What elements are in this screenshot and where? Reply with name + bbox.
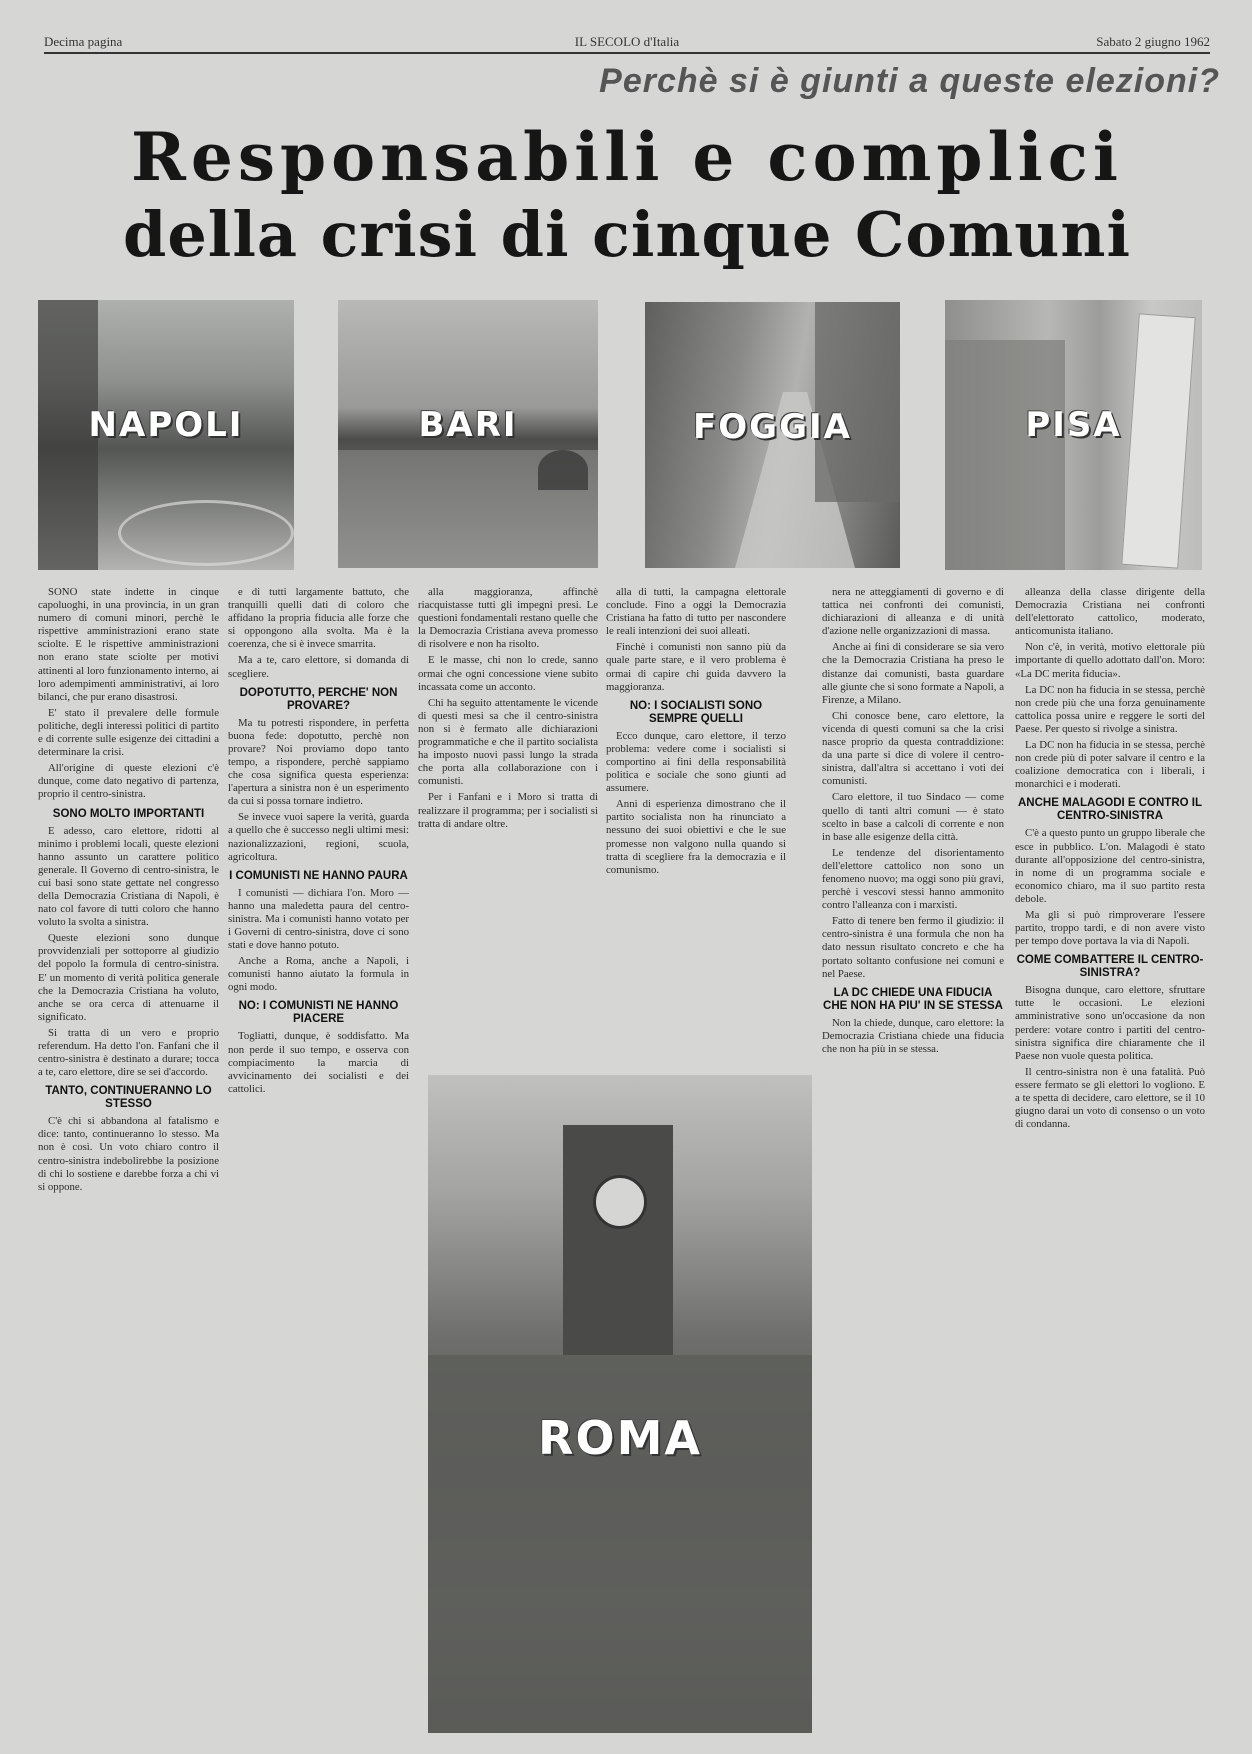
paragraph: Non la chiede, dunque, caro elettore: la Democrazia Cristiana chiede una fiducia che non ha più in se stessa.	[822, 1016, 1004, 1055]
article-column-2	[228, 586, 409, 1736]
subheading: LA DC CHIEDE UNA FIDUCIA CHE NON HA PIU' IN SE STESSA	[823, 986, 1003, 1012]
paragraph: Anni di esperienza dimostrano che il partito socialista non ha rinunciato a nessuno dei suoi obiettivi e che le sue promesse non valgono nulla quando si tratta di scegliere fra la democrazia e il comunismo.	[606, 798, 786, 876]
bell-tower-shape	[563, 1125, 673, 1355]
main-headline-line-1: Responsabili e complici	[131, 118, 1123, 196]
paragraph: Non c'è, in verità, motivo elettorale più importante di quello adottato dall'on. Moro: «La DC merita fiducia».	[1015, 641, 1205, 680]
paragraph: Si tratta di un vero e proprio referendum. Ha detto l'on. Fanfani che il centro-sinistra è destinato a durare; tocca a te, caro elettore, dire se sei d'accordo.	[38, 1026, 219, 1079]
paragraph: E adesso, caro elettore, ridotti al minimo i problemi locali, queste elezioni hanno assunto un carattere politico generale. Il Governo di centro-sinistra, le cui basi sono state gettate nel congresso della Democrazia Cristiana di Napoli, è nato col favore di tutti coloro che hanno voluto la svolta a sinistra.	[38, 824, 219, 929]
photo-caption-napoli: NAPOLI	[88, 405, 244, 445]
article-column-5	[822, 586, 1004, 1736]
subheading: NO: I SOCIALISTI SONO SEMPRE QUELLI	[629, 699, 763, 725]
paragraph: Togliatti, dunque, è soddisfatto. Ma non perde il suo tempo, e osserva con compiacimento la marcia di avvicinamento dei socialisti e dei cattolici.	[228, 1030, 409, 1095]
palm-tree-shape	[538, 450, 588, 490]
paragraph: e di tutti largamente battuto, che tranquilli quelli dati di coloro che affidano la propria fiducia alle forze che si oppongono alla svolta. Ma è la coerenza, che si è invece smarrita.	[228, 586, 409, 651]
photo-caption-roma: ROMA	[538, 1411, 702, 1465]
paragraph: Ma gli si può rimproverare l'essere partito, troppo tardi, e di non avere visto per tempo dove portava la via di Napoli.	[1015, 908, 1205, 948]
paragraph: alla di tutti, la campagna elettorale conclude. Fino a oggi la Democrazia Cristiana ha fatto di tutto per nascondere le reali intenzioni dei suoi alleati.	[606, 586, 786, 638]
photo-bari	[338, 300, 598, 568]
paragraph: All'origine di queste elezioni c'è dunque, come dato negativo di partenza, proprio il centro-sinistra.	[38, 762, 219, 801]
garden-path-shape	[118, 500, 294, 566]
paragraph: Chi ha seguito attentamente le vicende di questi mesi sa che il centro-sinistra non si è fermato alle dichiarazioni programmatiche e che il partito socialista ha imposto nuovi passi lungo la strada che porta alla collaborazione con i comunisti.	[418, 696, 598, 788]
paragraph: Se invece vuoi sapere la verità, guarda a quello che è successo negli ultimi mesi: nazionalizzazioni, regioni, scuola, agricoltura.	[228, 811, 409, 863]
subheading: NO: I COMUNISTI NE HANNO PIACERE	[238, 1000, 399, 1026]
paragraph: Le tendenze del disorientamento dell'elettore cattolico non sono un fenomeno nuovo; ma oggi sono più gravi, perchè i vescovi stessi hanno ammonito contro l'alleanza con i marxisti.	[822, 846, 1004, 912]
paragraph: nera ne atteggiamenti di governo e di tattica nei confronti dei comunisti, dichiarazioni di alleanza e di unità d'azione nelle organizzazioni di massa.	[822, 586, 1004, 638]
paragraph: Per i Fanfani e i Moro si tratta di realizzare il programma; per i socialisti si tratta di andare oltre.	[418, 791, 598, 830]
subheading: SONO MOLTO IMPORTANTI	[52, 807, 205, 820]
top-rule	[44, 52, 1210, 54]
paragraph: Chi conosce bene, caro elettore, la vicenda di questi comuni sa che la crisi nasce proprio da questa contraddizione: da una parte si dice di volere il centro-sinistra, dall'altra si accettano i voti dei comunisti.	[822, 709, 1004, 788]
subheading: COME COMBATTERE IL CENTRO-SINISTRA?	[1016, 954, 1204, 980]
photo-pisa	[945, 300, 1202, 570]
paragraph: Anche ai fini di considerare se sia vero che la Democrazia Cristiana ha preso le distanze dai comunisti, basta guardare alle giunte che si sono formate a Napoli, a Firenze, a Milano.	[822, 641, 1004, 706]
paragraph: E' stato il prevalere delle formule politiche, degli interessi politici di partito e di corrente sulle esigenze dei cittadini a determinare la crisi.	[38, 706, 219, 759]
paragraph: alla maggioranza, affinchè riacquistasse tutti gli impegni presi. Le questioni fondamentali restano quelle che la Democrazia Cristiana aveva promesso di risolvere e non ha risolto.	[418, 586, 598, 651]
paragraph: C'è chi si abbandona al fatalismo e dice: tanto, continueranno lo stesso. Ma non è così. Un voto chiaro contro il centro-sinistra indebolirebbe la posizione di chi lo sostiene e darebbe forza a chi vi si oppone.	[38, 1115, 219, 1193]
paragraph: C'è a questo punto un gruppo liberale che esce in pubblico. L'on. Malagodi è stato durante all'opposizione del centro-sinistra, in nome di un programma sociale e economico chiaro, ma il suo partito resta debole.	[1015, 827, 1205, 905]
photo-roma	[428, 1075, 812, 1733]
article-column-1	[38, 586, 219, 1736]
main-headline-line-2: della crisi di cinque Comuni	[122, 198, 1131, 271]
article-column-6	[1015, 586, 1205, 1736]
subheading: DOPOTUTTO, PERCHE' NON PROVARE?	[239, 686, 398, 712]
paragraph: Ecco dunque, caro elettore, il terzo problema: vedere come i socialisti si comportino ai fini della responsabilità politica e sociale che sono giunti ad assumere.	[606, 729, 786, 795]
article-column-3	[418, 586, 598, 1056]
photo-caption-pisa: PISA	[1025, 405, 1122, 445]
paragraph: Ma tu potresti rispondere, in perfetta buona fede: dopotutto, perchè non provare? Noi proviamo dopo tanto tempo, a rispondere, perchè sappiamo che cosa significa questa esperienza: l'apertura a sinistra non è un esperimento da cui si possa tornare indietro.	[228, 716, 409, 808]
paragraph: Fatto di tenere ben fermo il giudizio: il centro-sinistra è una formula che non ha dato nessun risultato concreto e che ha portato soltanto confusione nei comuni e nel Paese.	[822, 915, 1004, 980]
paragraph: La DC non ha fiducia in se stessa, perchè non crede più di poter salvare il centro e la coalizione democratica con i liberali, i monarchici e i moderati.	[1015, 739, 1205, 791]
building-facade-shape	[815, 302, 900, 502]
paragraph: Il centro-sinistra non è una fatalità. Può essere fermato se gli elettori lo vogliono. E a te spetta di decidere, caro elettore, se il 10 giugno darai un voto di consenso o un voto di condanna.	[1015, 1065, 1205, 1131]
paragraph: Bisogna dunque, caro elettore, sfruttare tutte le occasioni. Le elezioni amministrative sono un'occasione da non perdere: votare contro i partiti del centro-sinistra significa dire chiaramente che il Paese non vuole questa politica.	[1015, 984, 1205, 1062]
photo-foggia	[645, 302, 900, 568]
paragraph: Anche a Roma, anche a Napoli, i comunisti hanno aiutato la formula in ogni modo.	[228, 955, 409, 994]
paragraph: E le masse, chi non lo crede, sanno ormai che ogni concessione viene subito incassata come un acconto.	[418, 654, 598, 693]
photo-caption-foggia: FOGGIA	[693, 407, 852, 447]
paragraph: Ma a te, caro elettore, si domanda di scegliere.	[228, 654, 409, 680]
paragraph: alleanza della classe dirigente della Democrazia Cristiana nei confronti dell'elettorato cattolico, moderato, anticomunista italiano.	[1015, 586, 1205, 638]
paragraph: Queste elezioni sono dunque provvidenziali per sottoporre al giudizio del popolo la formula di centro-sinistra. E' un momento di verità politica generale che la Democrazia Cristiana ha voluto, anche se ora cerca di attenuarne il significato.	[38, 932, 219, 1023]
photo-caption-bari: BARI	[418, 405, 518, 445]
page-folio	[44, 34, 1210, 50]
paragraph: Caro elettore, il tuo Sindaco — come quello di tanti altri comuni — è stato scelto in base a calcoli di corrente e non in base alle esigenze della città.	[822, 791, 1004, 843]
paragraph: I comunisti — dichiara l'on. Moro — hanno una maledetta paura del centro-sinistra. Ma i comunisti hanno votato per i Governi di centro-sinistra, dove ci sono stati e dove hanno potuto.	[228, 886, 409, 952]
page-number-label: Decima pagina	[44, 34, 123, 49]
subheading: TANTO, CONTINUERANNO LO STESSO	[45, 1085, 212, 1111]
kicker-headline: Perchè si è giunti a queste elezioni?	[599, 62, 1220, 100]
paragraph: SONO state indette in cinque capoluoghi, in una provincia, in un gran numero di comuni minori, perchè le rispettive amministrazioni erano state sciolte. E le rispettive amministrazioni non erano state sciolte per motivi attinenti al loro funzionamento interno, ai loro adempimenti amministrativi, ai loro bilanci, che pur erano disastrosi.	[38, 586, 219, 703]
article-column-4	[606, 586, 786, 1056]
paragraph: La DC non ha fiducia in se stessa, perchè non crede più che una forza genuinamente cattolica possa unire e reggere le sorti del Paese. Per questo si rivolge a sinistra.	[1015, 683, 1205, 735]
newspaper-masthead: IL SECOLO d'Italia	[574, 34, 680, 49]
paragraph: Finchè i comunisti non sanno più da quale parte stare, e il vero problema è ormai di capire chi guida davvero la maggioranza.	[606, 641, 786, 693]
issue-date: Sabato 2 giugno 1962	[1096, 34, 1210, 49]
subheading: I COMUNISTI NE HANNO PAURA	[229, 869, 408, 882]
clock-face-shape	[593, 1175, 647, 1229]
photo-napoli	[38, 300, 294, 570]
cathedral-shape	[945, 340, 1065, 570]
subheading: ANCHE MALAGODI E CONTRO IL CENTRO-SINISTRA	[1018, 797, 1202, 823]
